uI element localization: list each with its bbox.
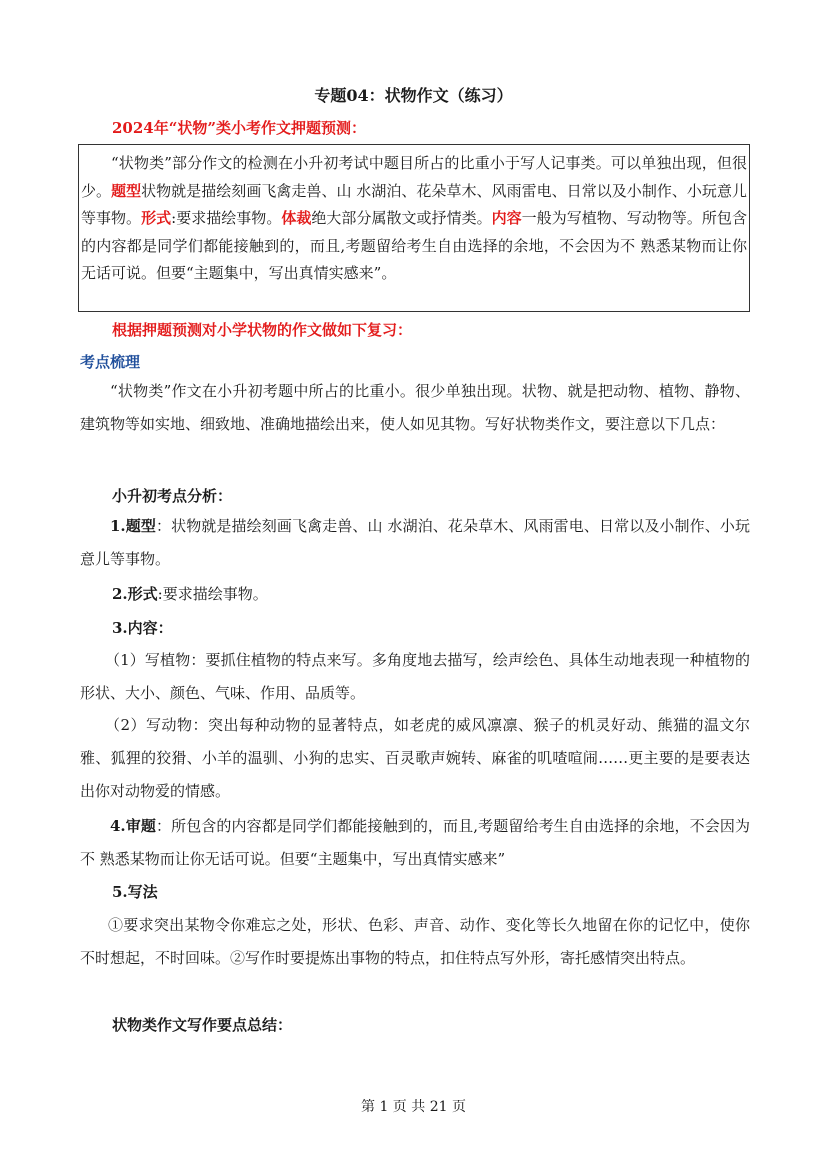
summary-heading: 状物类作文写作要点总结：	[112, 1016, 293, 1034]
box-sentence-4: 绝大部分属散文或抒情类。	[311, 209, 492, 227]
page-title: 专题04：状物作文（练习）	[314, 86, 513, 105]
point-2-label: 2.形式	[112, 585, 158, 603]
point-1	[80, 510, 750, 576]
point-4-text: ：所包含的内容都是同学们都能接触到的，而且,考题留给考生自由选择的余地，不会因为不 熟悉某物而让你无话可说。但要“主题集中，写出真情实感来”	[80, 817, 750, 868]
keyword-type: 题型	[111, 181, 142, 200]
point-4	[80, 810, 750, 876]
point-5-label: 5.写法	[112, 883, 158, 901]
page-footer: 第 1 页 共 21 页	[361, 1099, 466, 1115]
point-2-text: :要求描绘事物。	[157, 585, 268, 603]
prediction-subtitle: 2024年“状物”类小考作文押题预测：	[112, 119, 367, 137]
point-3-label: 3.内容	[112, 619, 158, 637]
box-sentence-3: :要求描绘事物。	[171, 209, 282, 227]
analysis-heading: 小升初考点分析：	[112, 487, 233, 505]
prediction-box	[78, 144, 750, 312]
point-2	[112, 582, 782, 606]
intro-paragraph: “状物类”作文在小升初考题中所占的比重小。很少单独出现。状物、就是把动物、植物、静物、建筑物等如实地、细致地、准确地描绘出来，使人如见其物。写好状物类作文，要注意以下几点：	[80, 382, 750, 433]
point-1-label: 1.题型	[110, 517, 156, 535]
keyword-content: 内容	[491, 209, 522, 227]
review-heading: 根据押题预测对小学状物的作文做如下复习：	[112, 321, 413, 339]
prediction-text	[81, 150, 747, 288]
point-3	[112, 616, 782, 640]
keyword-form: 形式	[141, 209, 172, 227]
box-sentence-2: 状物就是描绘刻画飞禽走兽、山 水湖泊、花朵草木、风雨雷电、日常以及小制作、小玩意儿等事物。	[81, 181, 747, 227]
box-sentence-1: “状物类”部分作文的检测在小升初考试中题目所占的比重小于写人记事类。可以单独出现，但很少。	[81, 154, 747, 200]
point-3b: （2）写动物：突出每种动物的显著特点，如老虎的威风凛凛、猴子的机灵好动、熊猫的温文尔雅、狐狸的狡猾、小羊的温驯、小狗的忠实、百灵歌声婉转、麻雀的叽喳喧闹……更主要的是要表达出你对动物爱的情感。	[80, 716, 750, 800]
keyword-genre: 体裁	[281, 209, 312, 227]
box-sentence-5: 一般为写植物、写动物等。所包含的内容都是同学们都能接触到的，而且,考题留给考生自由选择的余地，不会因为不 熟悉某物而让你无话可说。但要“主题集中，写出真情实感来”。	[81, 209, 747, 282]
point-5-text: ①要求突出某物令你难忘之处，形状、色彩、声音、动作、变化等长久地留在你的记忆中，使你不时想起，不时回味。②写作时要提炼出事物的特点，扣住特点写外形，寄托感情突出特点。	[80, 916, 750, 967]
point-1-text: ：状物就是描绘刻画飞禽走兽、山 水湖泊、花朵草木、风雨雷电、日常以及小制作、小玩意儿等事物。	[80, 517, 750, 568]
point-3-colon: ：	[157, 619, 173, 637]
point-4-label: 4.审题	[110, 817, 156, 835]
point-3a: （1）写植物：要抓住植物的特点来写。多角度地去描写，绘声绘色、具体生动地表现一种植物的形状、大小、颜色、气味、作用、品质等。	[80, 651, 750, 702]
section-heading: 考点梳理	[80, 353, 141, 371]
